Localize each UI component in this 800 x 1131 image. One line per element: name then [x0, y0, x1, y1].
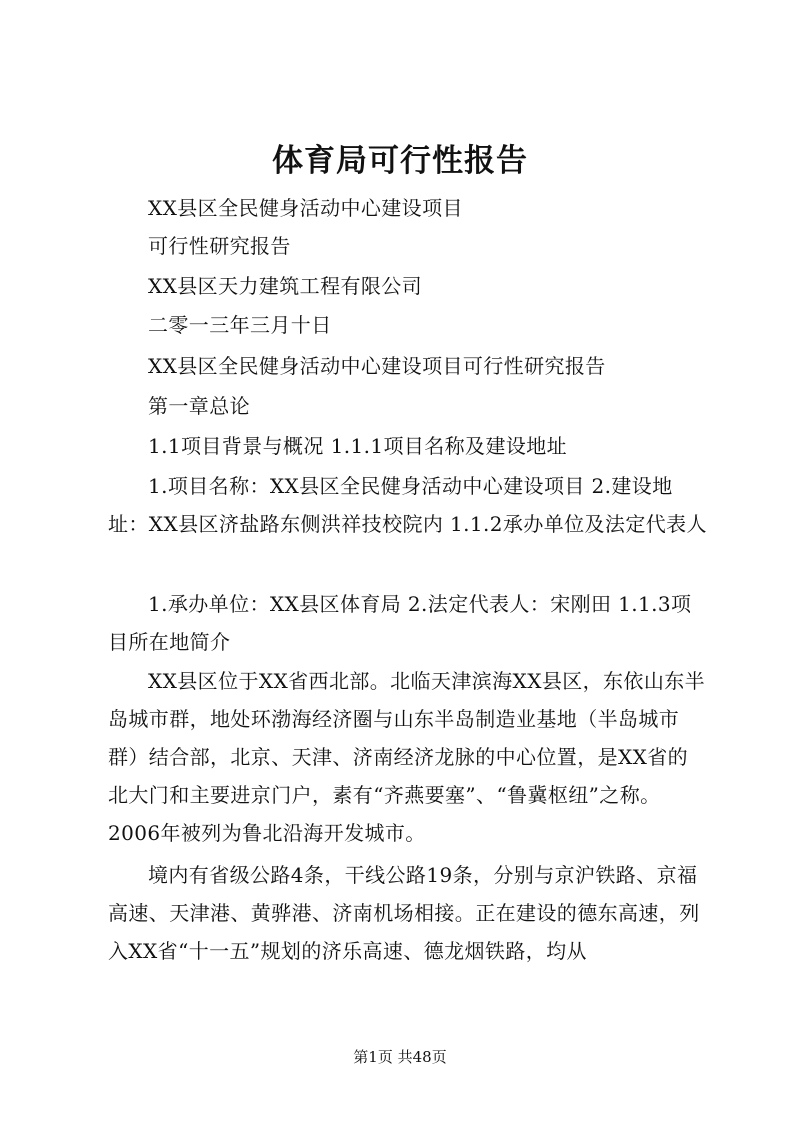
paragraph-chapter-one: 第一章总论 — [148, 394, 250, 418]
paragraph-date: 二零一三年三月十日 — [148, 313, 332, 337]
paragraph-location-intro: XX县区位于XX省西北部。北临天津滨海XX县区，东依山东半岛城市群，地处环渤海经济圈与山东半岛制造业基地（半岛城市群）结合部，北京、天津、济南经济龙脉的中心位置，是XX省的北大门和主要进京门户，素有“齐燕要塞”、“鲁冀枢纽”之称。2006年被列为鲁北沿海开发城市。 — [108, 669, 706, 845]
document-title: 体育局可行性报告 — [272, 143, 528, 179]
paragraph-transport: 境内有省级公路4条，干线公路19条，分别与京沪铁路、京福高速、天津港、黄骅港、济南机场相接。正在建设的德东高速，列入XX省“十一五”规划的济乐高速、德龙烟铁路，均从 — [108, 863, 700, 963]
page-footer: 第1页 共48页 — [353, 1048, 447, 1066]
paragraph-project-details: 1.项目名称：XX县区全民健身活动中心建设项目 2.建设地址：XX县区济盐路东侧洪祥技校院内 1.1.2承办单位及法定代表人 — [108, 474, 707, 536]
paragraph-company: XX县区天力建筑工程有限公司 — [148, 274, 423, 298]
paragraph-project-name: XX县区全民健身活动中心建设项目 — [148, 196, 463, 220]
paragraph-report-type: 可行性研究报告 — [148, 234, 291, 258]
paragraph-section-1-1: 1.1项目背景与概况 1.1.1项目名称及建设地址 — [148, 434, 568, 458]
paragraph-report-title: XX县区全民健身活动中心建设项目可行性研究报告 — [148, 354, 606, 378]
paragraph-unit-details: 1.承办单位：XX县区体育局 2.法定代表人：宋刚田 1.1.3项目所在地简介 — [108, 592, 692, 654]
